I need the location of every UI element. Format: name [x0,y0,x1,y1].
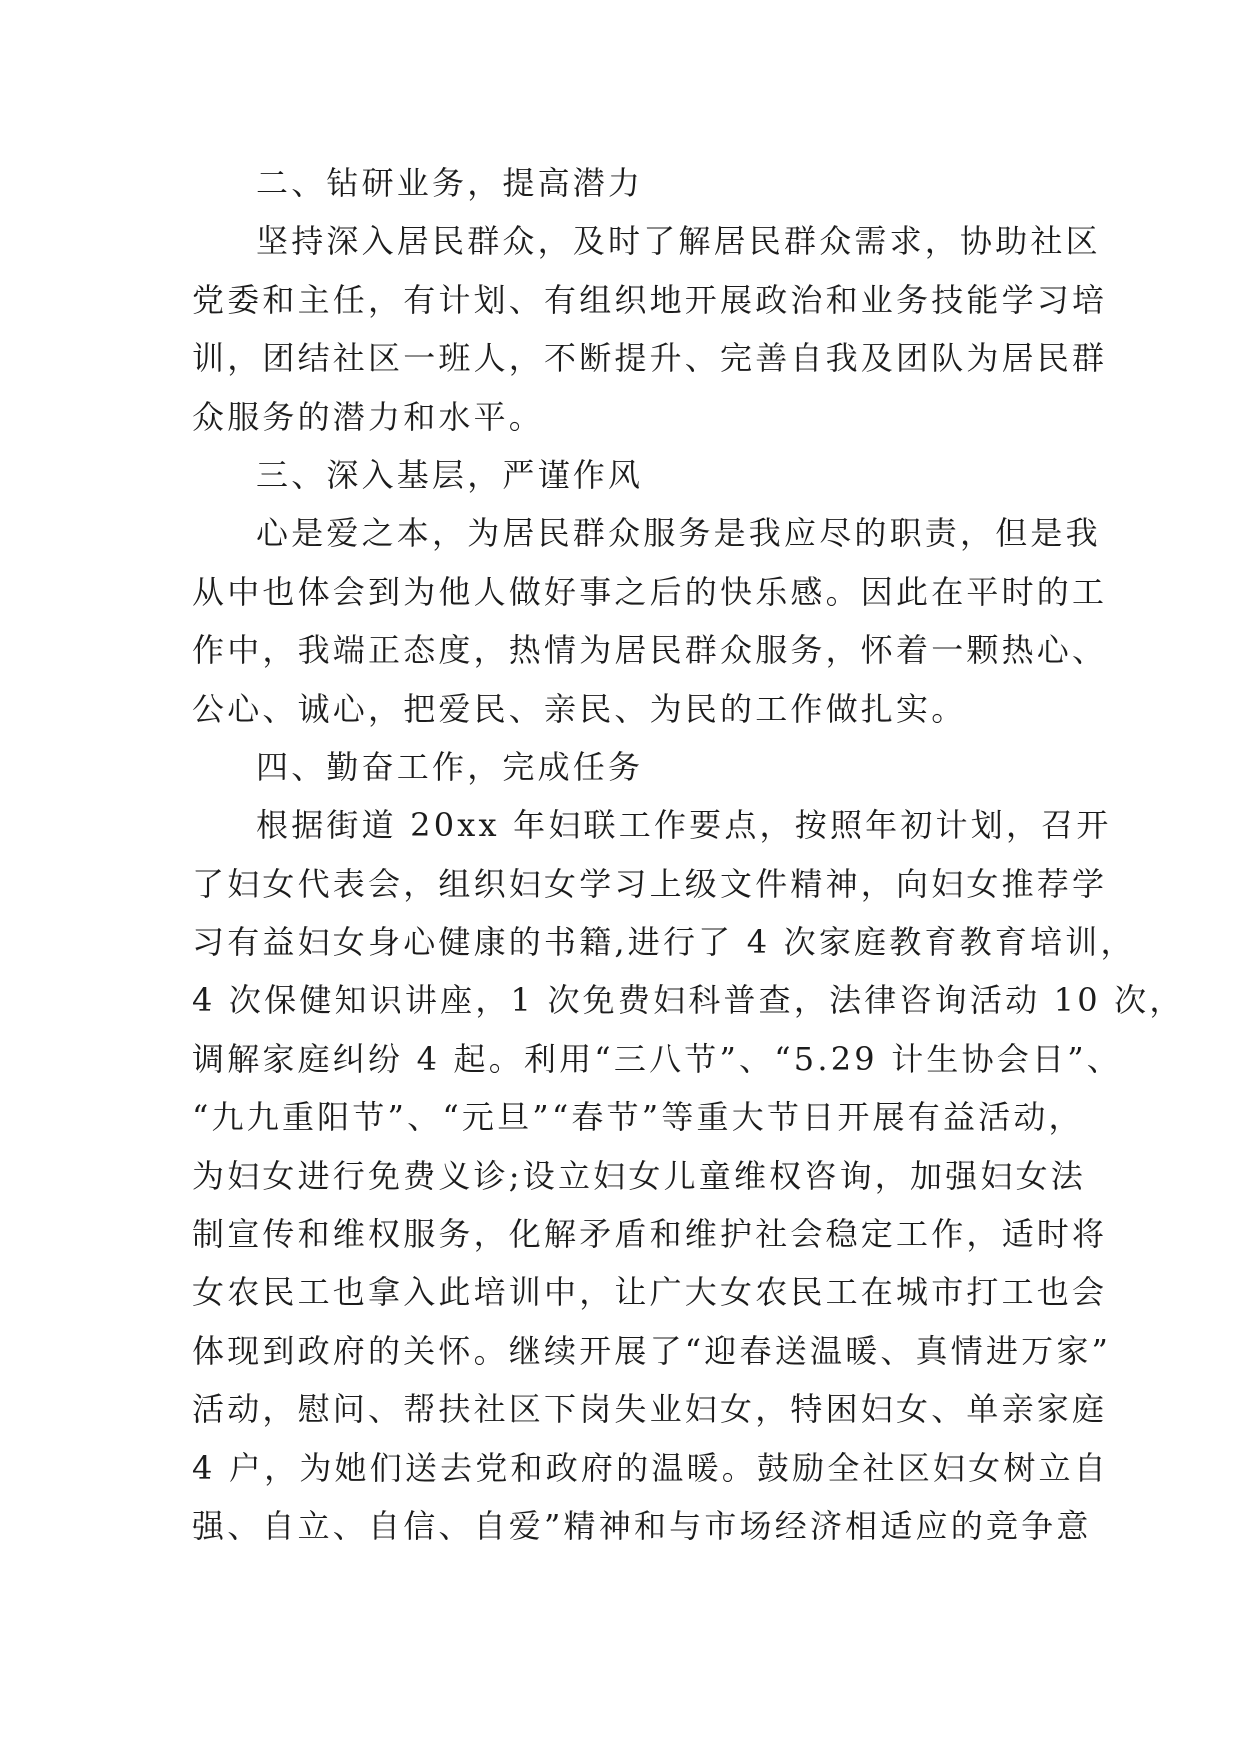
paragraph-line: 根据街道 20xx 年妇联工作要点，按照年初计划，召开 [256,806,1112,845]
paragraph-line: 强、自立、自信、自爱”精神和与市场经济相适应的竞争意 [192,1506,1092,1545]
section-heading: 二、钻研业务，提高潜力 [256,164,644,202]
paragraph-line: 心是爱之本，为居民群众服务是我应尽的职责，但是我 [256,514,1101,553]
paragraph-line: 4 户，为她们送去党和政府的温暖。鼓励全社区妇女树立自 [192,1448,1109,1487]
paragraph-line: 调解家庭纠纷 4 起。利用“三八节”、“5.29 计生协会日”、 [192,1039,1122,1078]
paragraph-line: 从中也体会到为他人做好事之后的快乐感。因此在平时的工 [192,572,1108,611]
paragraph-line: 为妇女进行免费义诊;设立妇女儿童维权咨询，加强妇女法 [192,1156,1086,1195]
section-heading: 四、勤奋工作，完成任务 [256,747,644,786]
paragraph-line: 女农民工也拿入此培训中，让广大女农民工在城市打工也会 [192,1273,1108,1312]
paragraph-line: 众服务的潜力和水平。 [192,397,545,436]
paragraph-line: 公心、诚心，把爱民、亲民、为民的工作做扎实。 [192,689,967,728]
paragraph-line: 了妇女代表会，组织妇女学习上级文件精神，向妇女推荐学 [192,864,1108,903]
section-heading: 三、深入基层，严谨作风 [256,455,644,494]
paragraph-line: 体现到政府的关怀。继续开展了“迎春送温暖、真情进万家” [192,1331,1112,1370]
document-body [192,154,1185,1555]
paragraph-line: 活动，慰问、帮扶社区下岗失业妇女，特困妇女、单亲家庭 [192,1390,1108,1429]
paragraph-line: 作中，我端正态度，热情为居民群众服务，怀着一颗热心、 [192,631,1108,670]
paragraph-line: 习有益妇女身心健康的书籍,进行了 4 次家庭教育教育培训， [192,923,1136,962]
paragraph-line: 制宣传和维权服务，化解矛盾和维护社会稳定工作，适时将 [192,1215,1108,1254]
paragraph-line: 党委和主任，有计划、有组织地开展政治和业务技能学习培 [192,280,1108,319]
paragraph-line: 坚持深入居民群众，及时了解居民群众需求，协助社区 [256,222,1101,261]
paragraph-line: “九九重阳节”、“元旦”“春节”等重大节日开展有益活动， [192,1098,1084,1137]
paragraph-line: 4 次保健知识讲座，1 次免费妇科普查，法律咨询活动 10 次， [192,981,1185,1020]
paragraph-line: 训，团结社区一班人，不断提升、完善自我及团队为居民群 [192,339,1108,378]
